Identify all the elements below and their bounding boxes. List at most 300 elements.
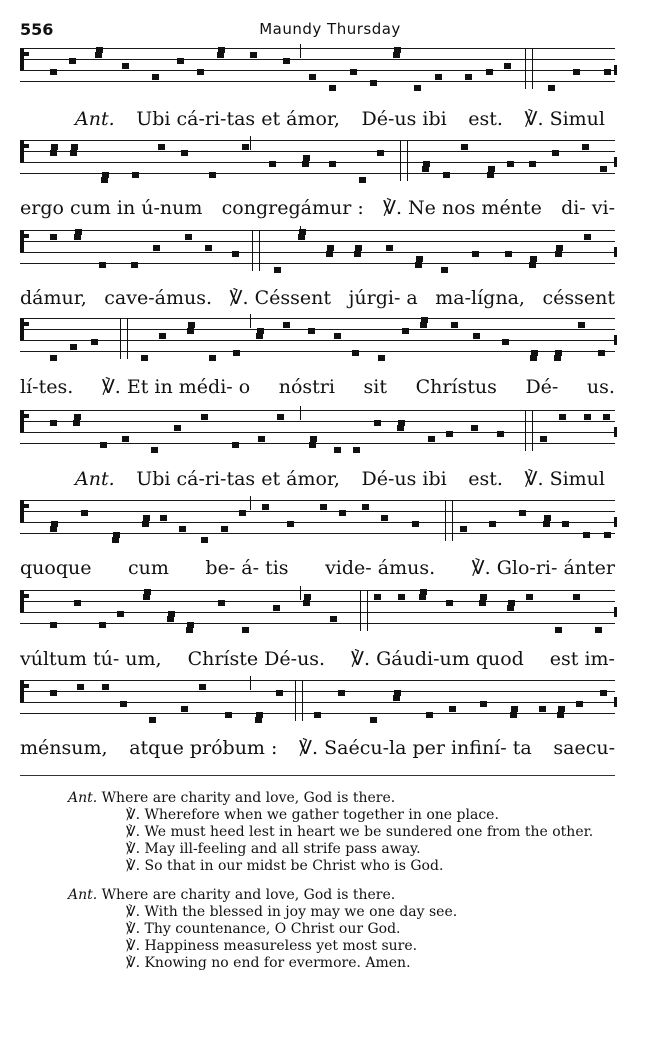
lyric-line [75,468,605,490]
neume-note [95,52,102,58]
custos-mark [614,697,617,707]
staff-line [20,351,615,352]
neume-note [393,52,400,58]
staff-line [20,263,615,264]
neume-note [359,177,366,183]
neume-note [122,63,129,69]
lyric-line [20,287,615,309]
neume-note [578,322,585,328]
neume-note [338,690,345,696]
neume-note [377,150,384,156]
translation-verse: ℣. Thy countenance, O Christ our God. [126,921,401,937]
c-clef-icon [20,680,24,702]
neume-note [256,333,263,339]
antiphon-label: Ant. [75,108,115,130]
lyric-segment: Chrístus [415,376,497,398]
neume-note [96,47,103,53]
lyric-segment: dámur, [20,287,87,309]
neume-note [386,245,393,251]
custos-mark [614,335,617,345]
staff-line [20,612,615,613]
neume-note [99,622,106,628]
neume-note [473,333,480,339]
neume-note [273,605,280,611]
quarter-barline [300,406,301,420]
neume-note [505,251,512,257]
translation-verse: ℣. Wherefore when we gather together in one place. [126,807,499,823]
neume-note [262,504,269,510]
lyric-segment: nóstri [278,376,335,398]
neume-note [472,251,479,257]
neume-note [187,622,194,628]
neume-note [422,166,429,172]
quarter-barline [300,226,301,240]
neume-note [232,251,239,257]
lyric-segment: quoque [20,557,92,579]
neume-note [99,262,106,268]
neume-note [304,594,311,600]
neume-note [179,526,186,532]
neume-note [449,706,456,712]
neume-note [269,161,276,167]
neume-note [555,251,562,257]
neume-note [381,515,388,521]
neume-note [604,69,611,75]
c-clef-icon [20,590,24,612]
neume-note [559,414,566,420]
translation-verse: ℣. May ill-feeling and all strife pass away. [126,841,421,857]
neume-note [73,420,80,426]
neume-note [303,600,310,606]
neume-note [350,69,357,75]
neume-note [423,161,430,167]
double-barline [295,680,303,721]
lyric-line [20,648,615,670]
music-staff [20,230,615,274]
neume-note [504,63,511,69]
lyric-segment: Dé-us ibi [361,468,447,490]
neume-note [398,420,405,426]
neume-note [75,229,82,235]
neume-note [320,504,327,510]
quarter-barline [300,44,301,58]
neume-note [177,58,184,64]
neume-note [199,684,206,690]
lyric-segment: be- á- tis [205,557,289,579]
neume-note [50,69,57,75]
custos-mark [614,517,617,527]
neume-note [530,256,537,262]
lyric-segment: est. [468,108,503,130]
neume-note [370,717,377,723]
neume-note [185,234,192,240]
neume-note [488,166,495,172]
c-clef-icon [20,410,24,432]
neume-note [81,510,88,516]
lyric-segment: ℣. Simul [524,468,605,490]
lyric-line [20,376,615,398]
staff-line [20,252,615,253]
staff-line [20,522,615,523]
neume-note [412,521,419,527]
neume-note [257,328,264,334]
antiphon-label: Ant. [75,468,115,490]
neume-note [167,616,174,622]
neume-note [50,690,57,696]
neume-note [51,521,58,527]
neume-note [250,52,257,58]
neume-note [531,350,538,356]
double-barline [360,590,368,631]
custos-mark [614,427,617,437]
neume-note [584,234,591,240]
lyric-segment: Dé-us ibi [361,108,447,130]
lyric-segment: ℣. Saécu-la per infiní- ta [299,737,532,759]
neume-note [144,589,151,595]
custos-mark [614,157,617,167]
neume-note [416,256,423,262]
custos-mark [614,607,617,617]
lyric-segment: di- vi- [561,197,615,219]
double-barline [525,48,533,89]
neume-note [188,322,195,328]
neume-note [102,172,109,178]
neume-note [101,177,108,183]
double-barline [252,230,260,271]
neume-note [201,414,208,420]
neume-note [327,245,334,251]
neume-note [398,594,405,600]
lyric-segment: saecu- [553,737,615,759]
neume-note [334,447,341,453]
neume-note [70,150,77,156]
lyric-segment: ℣. Céssent [229,287,332,309]
lyric-line [20,737,615,759]
neume-note [50,234,57,240]
neume-note [160,515,167,521]
neume-note [421,317,428,323]
neume-note [354,251,361,257]
lyric-segment: cum [128,557,169,579]
music-staff [20,590,615,634]
neume-note [374,420,381,426]
neume-note [397,425,404,431]
translation-verse: ℣. Happiness measureless yet most sure. [126,938,418,954]
neume-note [69,58,76,64]
neume-note [480,701,487,707]
neume-note [529,262,536,268]
neume-note [497,431,504,437]
page-title: Maundy Thursday [259,20,401,38]
staff-line [20,329,615,330]
neume-note [334,333,341,339]
translation-group-1 [20,790,620,875]
music-staff [20,48,615,92]
neume-note [310,436,317,442]
lyric-segment: ℣. Et in médi- o [101,376,251,398]
neume-note [507,605,514,611]
staff-line [20,318,615,319]
neume-note [487,172,494,178]
neume-note [576,701,583,707]
translation-verse: ℣. Knowing no end for evermore. Amen. [126,955,411,971]
neume-note [283,58,290,64]
neume-note [149,717,156,723]
music-staff [20,500,615,544]
neume-note [132,172,139,178]
lyric-segment: vúltum tú- um, [20,648,162,670]
neume-note [420,322,427,328]
neume-note [143,515,150,521]
staff-line [20,702,615,703]
neume-note [277,414,284,420]
double-barline [400,140,408,181]
translation-verse: ℣. We must heed lest in heart we be sundered one from the other. [126,824,594,840]
double-barline [525,410,533,451]
neume-note [50,420,57,426]
neume-note [100,442,107,448]
neume-note [530,355,537,361]
neume-note [543,521,550,527]
neume-note [548,85,555,91]
neume-note [168,611,175,617]
neume-note [502,339,509,345]
neume-note [394,47,401,53]
lyric-segment: Ubi cá-ri-tas et ámor, [136,108,340,130]
neume-note [465,74,472,80]
neume-note [584,414,591,420]
neume-note [451,322,458,328]
staff-line [20,241,615,242]
neume-note [486,69,493,75]
neume-note [151,447,158,453]
neume-note [309,74,316,80]
neume-note [573,69,580,75]
neume-note [74,234,81,240]
neume-note [415,262,422,268]
neume-note [225,712,232,718]
neume-note [393,695,400,701]
neume-note [158,144,165,150]
neume-note [221,526,228,532]
neume-note [378,355,385,361]
lyric-segment: us. [586,376,615,398]
neume-note [595,627,602,633]
lyric-segment: céssent [542,287,615,309]
music-staff [20,410,615,454]
lyric-segment: ménsum, [20,737,108,759]
neume-note [526,594,533,600]
neume-note [232,442,239,448]
neume-note [217,52,224,58]
neume-note [302,161,309,167]
neume-note [256,712,263,718]
neume-note [479,600,486,606]
neume-note [102,684,109,690]
staff-line [20,601,615,602]
neume-note [362,504,369,510]
c-clef-icon [20,140,24,162]
neume-note [446,600,453,606]
neume-note [414,85,421,91]
neume-note [402,328,409,334]
neume-note [205,245,212,251]
c-clef-icon [20,318,24,340]
staff-line [20,590,615,591]
neume-note [353,447,360,453]
neume-note [201,537,208,543]
neume-note [489,521,496,527]
neume-note [112,537,119,543]
staff-line [20,173,615,174]
neume-note [540,436,547,442]
neume-note [555,627,562,633]
neume-note [508,600,515,606]
c-clef-icon [20,48,24,70]
neume-note [209,355,216,361]
translation-antiphon: Ant. Where are charity and love, God is there. [68,790,396,806]
lyric-segment: ℣. Gáudi-um quod [351,648,524,670]
neume-note [141,355,148,361]
neume-note [50,150,57,156]
custos-mark [614,247,617,257]
neume-note [370,80,377,86]
neume-note [283,322,290,328]
neume-note [117,611,124,617]
quarter-barline [250,314,251,328]
neume-note [287,521,294,527]
neume-note [152,74,159,80]
neume-note [174,425,181,431]
neume-note [153,245,160,251]
music-staff [20,318,615,362]
neume-note [233,350,240,356]
staff-line [20,151,615,152]
lyric-line [20,557,615,579]
neume-note [461,144,468,150]
neume-note [242,627,249,633]
staff-line [20,230,615,231]
neume-note [556,245,563,251]
lyric-segment: ma-lígna, [435,287,525,309]
section-divider [20,775,615,776]
neume-note [239,510,246,516]
neume-note [480,594,487,600]
neume-note [159,333,166,339]
neume-note [314,712,321,718]
page-number: 556 [20,20,54,39]
neume-note [583,532,590,538]
neume-note [71,144,78,150]
double-barline [445,500,453,541]
neume-note [181,150,188,156]
neume-note [181,706,188,712]
neume-note [355,245,362,251]
staff-line [20,533,615,534]
neume-note [544,515,551,521]
neume-note [552,150,559,156]
neume-note [554,355,561,361]
neume-note [122,436,129,442]
lyric-segment: Chríste Dé-us. [187,648,326,670]
lyric-line [20,197,615,219]
neume-note [420,589,427,595]
neume-note [329,85,336,91]
neume-note [374,594,381,600]
neume-note [91,339,98,345]
neume-note [303,155,310,161]
neume-note [308,328,315,334]
neume-note [274,267,281,273]
neume-note [428,436,435,442]
lyric-segment: lí-tes. [20,376,74,398]
neume-note [446,431,453,437]
neume-note [120,701,127,707]
neume-note [582,144,589,150]
neume-note [309,442,316,448]
music-staff [20,140,615,184]
neume-note [519,510,526,516]
staff-line [20,340,615,341]
neume-note [187,328,194,334]
neume-note [51,144,58,150]
lyric-segment: Dé- [525,376,559,398]
staff-line [20,691,615,692]
neume-note [74,600,81,606]
translation-group-2 [20,887,620,972]
neume-note [562,521,569,527]
lyric-segment: Ubi cá-ri-tas et ámor, [136,468,340,490]
neume-note [557,712,564,718]
staff-line [20,680,615,681]
c-clef-icon [20,230,24,252]
quarter-barline [250,676,251,690]
neume-note [603,414,610,420]
neume-note [539,706,546,712]
neume-note [435,74,442,80]
staff-line [20,162,615,163]
neume-note [242,144,249,150]
lyric-line [75,108,605,130]
neume-note [50,526,57,532]
neume-note [471,425,478,431]
neume-note [598,350,605,356]
quarter-barline [300,586,301,600]
neume-note [143,594,150,600]
neume-note [510,712,517,718]
staff-line [20,623,615,624]
staff-line [20,140,615,141]
double-barline [120,318,128,359]
neume-note [573,594,580,600]
neume-note [142,521,149,527]
neume-note [330,616,337,622]
lyric-segment: cave-ámus. [104,287,213,309]
quarter-barline [250,496,251,510]
neume-note [460,526,467,532]
lyric-segment: ergo cum in ú-num [20,197,203,219]
lyric-segment: congregámur : [221,197,364,219]
neume-note [255,717,262,723]
neume-note [352,350,359,356]
neume-note [70,344,77,350]
neume-note [507,161,514,167]
lyric-segment: vide- ámus. [325,557,436,579]
neume-note [186,627,193,633]
neume-note [339,510,346,516]
lyric-segment: ℣. Ne nos ménte [382,197,542,219]
neume-note [511,706,518,712]
